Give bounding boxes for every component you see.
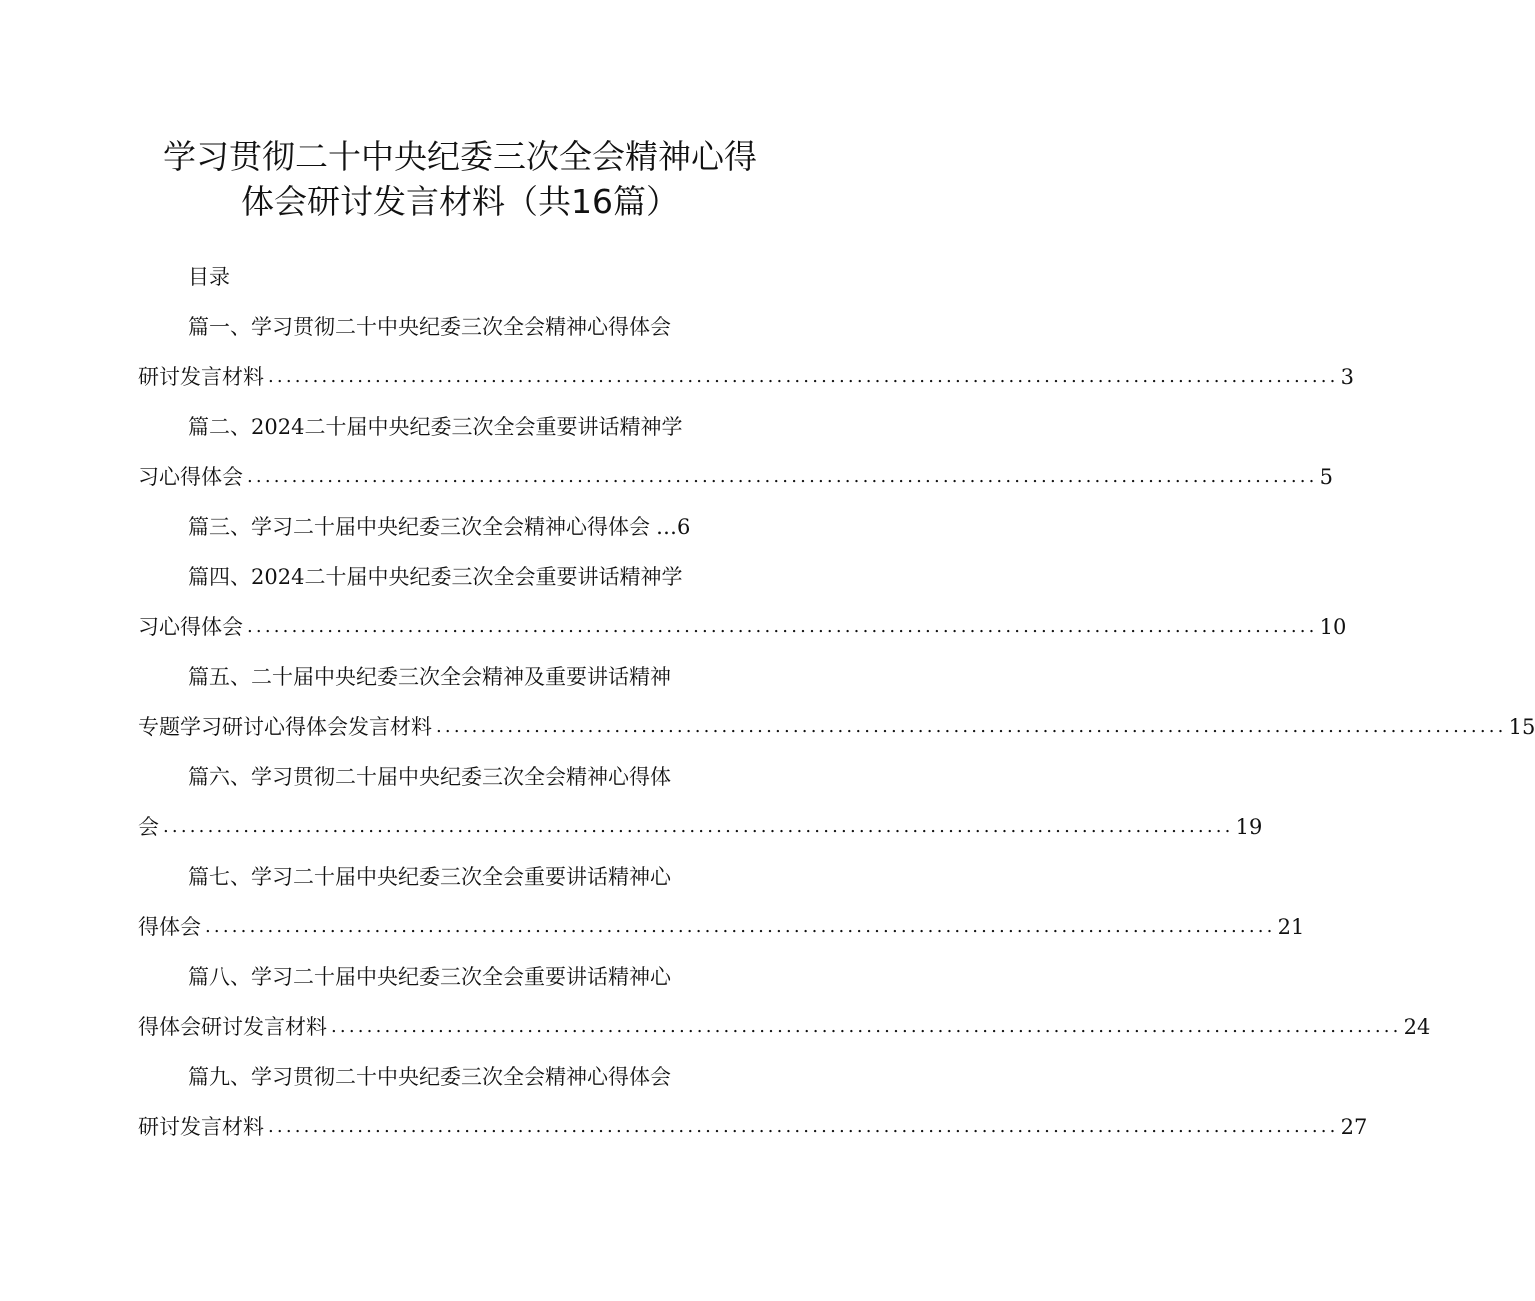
table-of-contents [138, 300, 1535, 1150]
toc-entry-title: 篇七、学习二十届中央纪委三次全会重要讲话精神心 [188, 865, 671, 889]
toc-page-number: 5 [1319, 465, 1333, 489]
toc-page-number: 24 [1403, 1015, 1431, 1039]
toc-entry-title: 篇四、2024二十届中央纪委三次全会重要讲话精神学 [188, 565, 683, 589]
toc-page-number: 10 [1319, 615, 1347, 639]
document-title-line-2: 体会研讨发言材料（共16篇） [241, 182, 679, 221]
toc-heading: 目录 [188, 265, 230, 289]
toc-entry-title-cont: 习心得体会 [138, 462, 247, 492]
toc-page-number: 15 [1508, 715, 1535, 739]
toc-entry-title: 篇二、2024二十届中央纪委三次全会重要讲话精神学 [188, 415, 683, 439]
toc-entry-title-cont: 研讨发言材料 [138, 362, 268, 392]
toc-entry-7[interactable] [138, 850, 1305, 950]
toc-entry-3[interactable] [138, 500, 768, 550]
toc-entry-title-cont: 研讨发言材料 [138, 1112, 268, 1142]
toc-entry-title: 篇五、二十届中央纪委三次全会精神及重要讲话精神 [188, 665, 671, 689]
toc-page-number: 27 [1340, 1115, 1368, 1139]
toc-entry-title: 篇六、学习贯彻二十届中央纪委三次全会精神心得体 [188, 765, 671, 789]
toc-entry-title: 篇九、学习贯彻二十中央纪委三次全会精神心得体会 [188, 1065, 671, 1089]
dot-leader: ........................................................................................................................ [268, 1116, 1339, 1137]
toc-page-number: 21 [1277, 915, 1305, 939]
toc-entry-4[interactable] [138, 550, 1347, 650]
toc-entry-1[interactable] [138, 300, 1354, 400]
toc-entry-title-cont: 习心得体会 [138, 612, 247, 642]
document-title-line-1: 学习贯彻二十中央纪委三次全会精神心得 [163, 137, 757, 176]
toc-entry-title-cont: 得体会 [138, 912, 205, 942]
toc-page-number: 19 [1235, 815, 1263, 839]
dot-leader: ........................................................................................................................ [247, 466, 1318, 487]
dot-leader: ........................................................................................................................ [205, 916, 1276, 937]
toc-entry-title: 篇八、学习二十届中央纪委三次全会重要讲话精神心 [188, 965, 671, 989]
dot-leader: ........................................................................................................................ [436, 716, 1507, 737]
toc-entry-9[interactable] [138, 1050, 1368, 1150]
toc-entry-2[interactable] [138, 400, 1333, 500]
toc-entry-5[interactable] [138, 650, 1535, 750]
toc-entry-title-cont: 会 [138, 812, 163, 842]
dot-leader: ........................................................................................................................ [163, 816, 1234, 837]
toc-entry-title: 篇一、学习贯彻二十中央纪委三次全会精神心得体会 [188, 315, 671, 339]
dot-leader: ........................................................................................................................ [247, 616, 1318, 637]
dot-leader: ........................................................................................................................ [268, 366, 1339, 387]
toc-page-number: …6 [656, 515, 691, 539]
toc-entry-title-cont: 得体会研讨发言材料 [138, 1012, 331, 1042]
toc-entry-title: 篇三、学习二十届中央纪委三次全会精神心得体会 [188, 512, 654, 542]
dot-leader: ........................................................................................................................ [331, 1016, 1402, 1037]
toc-entry-6[interactable] [138, 750, 1263, 850]
toc-entry-8[interactable] [138, 950, 1431, 1050]
toc-page-number: 3 [1340, 365, 1354, 389]
toc-entry-title-cont: 专题学习研讨心得体会发言材料 [138, 712, 436, 742]
